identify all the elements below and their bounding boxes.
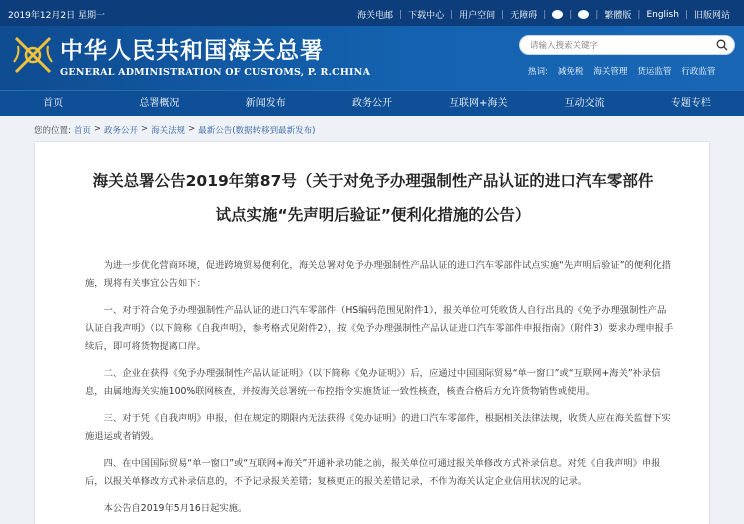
top-link-email[interactable]: 海关电邮 xyxy=(357,11,394,21)
divider: | xyxy=(569,9,573,20)
search-input[interactable] xyxy=(530,39,710,52)
search-icon[interactable] xyxy=(716,39,728,51)
article-title xyxy=(49,164,697,232)
top-link-old-site[interactable]: 旧版网站 xyxy=(693,11,730,21)
article-paragraph: 四、在中国国际贸易“单一窗口”或“互联网+海关”开通补录功能之前，报关单位可通过报关单修改方式补录信息。对凭《自我声明》申报后，以报关单修改方式补录信息的，不予记录报关差错；复核更正的报关差错记录，不作为海关认定企业信用状况的记录。 xyxy=(85,458,661,487)
hot-term[interactable]: 海关管理 xyxy=(593,67,628,77)
site-title[interactable]: 中华人民共和国海关总署 xyxy=(60,37,324,64)
main-nav xyxy=(0,90,744,116)
article-panel xyxy=(34,141,710,524)
article-paragraph: 二、企业在获得《免予办理强制性产品认证证明》（以下简称《免办证明》）后，应通过中国国际贸易“单一窗口”或“互联网+海关”补录信息，由属地海关实施100%联网核查，并按海关总署统一布控指令实施货证一致性核查，核查合格后方允许货物销售或使用。 xyxy=(85,368,661,397)
breadcrumb-separator: > xyxy=(141,124,149,134)
breadcrumb-label: 您的位置: xyxy=(34,126,71,136)
hot-term[interactable]: 行政监管 xyxy=(681,67,716,77)
divider: | xyxy=(450,9,454,20)
breadcrumb-link[interactable]: 首页 xyxy=(73,126,91,136)
article-paragraph: 一、对于符合免予办理强制性产品认证的进口汽车零部件（HS编码范围见附件1），报关单位可凭收货人自行出具的《免予办理强制性产品认证自我声明》（以下简称《自我声明》，参考格式见附件2），按《免予办理强制性产品认证进口汽车零部件申报指南》（附件3）要求办理申报手续后，即可将货物提离口岸。 xyxy=(85,305,674,352)
nav-item-topics[interactable]: 专题专栏 xyxy=(670,98,711,109)
top-link-download[interactable]: 下载中心 xyxy=(408,11,445,21)
nav-item-internet-customs[interactable]: 互联网+海关 xyxy=(449,98,508,109)
divider: | xyxy=(684,9,688,20)
site-header xyxy=(0,26,744,90)
divider: | xyxy=(595,9,599,20)
hot-terms-label: 热词: xyxy=(528,67,548,77)
wechat-icon[interactable] xyxy=(578,10,589,19)
nav-item-overview[interactable]: 总署概况 xyxy=(139,98,180,109)
nav-item-news[interactable]: 新闻发布 xyxy=(245,98,286,109)
article-title-line: 试点实施“先声明后验证”便利化措施的公告） xyxy=(215,206,531,224)
top-link-user-space[interactable]: 用户空间 xyxy=(459,11,496,21)
customs-emblem-icon[interactable] xyxy=(10,32,56,78)
article-paragraph: 三、对于凭《自我声明》申报，但在规定的期限内无法获得《免办证明》的进口汽车零部件，根据相关法律法规，收货人应在海关监督下实施退运或者销毁。 xyxy=(85,413,671,442)
divider: | xyxy=(543,9,547,20)
article-body xyxy=(85,257,675,524)
site-title-english: GENERAL ADMINISTRATION OF CUSTOMS, P. R.CHINA xyxy=(60,67,371,78)
top-link-accessibility[interactable]: 无障碍 xyxy=(510,11,538,21)
breadcrumb-link[interactable]: 海关法规 xyxy=(151,126,186,136)
top-link-english[interactable]: English xyxy=(646,9,679,20)
nav-item-gov-affairs[interactable]: 政务公开 xyxy=(351,98,392,109)
article-paragraph: 本公告自2019年5月16日起实施。 xyxy=(103,503,248,514)
breadcrumb-link[interactable]: 政务公开 xyxy=(104,126,139,136)
nav-item-interaction[interactable]: 互动交流 xyxy=(564,98,605,109)
top-bar xyxy=(0,0,744,26)
article-title-line: 海关总署公告2019年第87号（关于对免予办理强制性产品认证的进口汽车零部件 xyxy=(92,172,654,190)
hot-term[interactable]: 减免税 xyxy=(557,67,584,77)
hot-terms xyxy=(528,65,715,77)
breadcrumb xyxy=(34,124,315,136)
nav-item-home[interactable]: 首页 xyxy=(43,98,64,109)
divider: | xyxy=(637,9,641,20)
divider: | xyxy=(399,9,403,20)
hot-term[interactable]: 货运监管 xyxy=(637,67,672,77)
divider: | xyxy=(501,9,505,20)
top-link-traditional[interactable]: 繁體版 xyxy=(604,11,632,21)
breadcrumb-separator: > xyxy=(93,124,102,134)
search-box[interactable] xyxy=(519,35,735,55)
breadcrumb-separator: > xyxy=(188,124,196,134)
top-links xyxy=(357,8,730,21)
article-paragraph: 为进一步优化营商环境，促进跨境贸易便利化，海关总署对免予办理强制性产品认证的进口汽车零部件试点实施“先声明后验证”的便利化措施，现将有关事宜公告如下： xyxy=(85,260,672,289)
weibo-icon[interactable] xyxy=(552,10,563,19)
current-date: 2019年12月2日 星期一 xyxy=(8,11,105,21)
breadcrumb-link[interactable]: 最新公告(数据转移到最新发布) xyxy=(198,126,316,136)
